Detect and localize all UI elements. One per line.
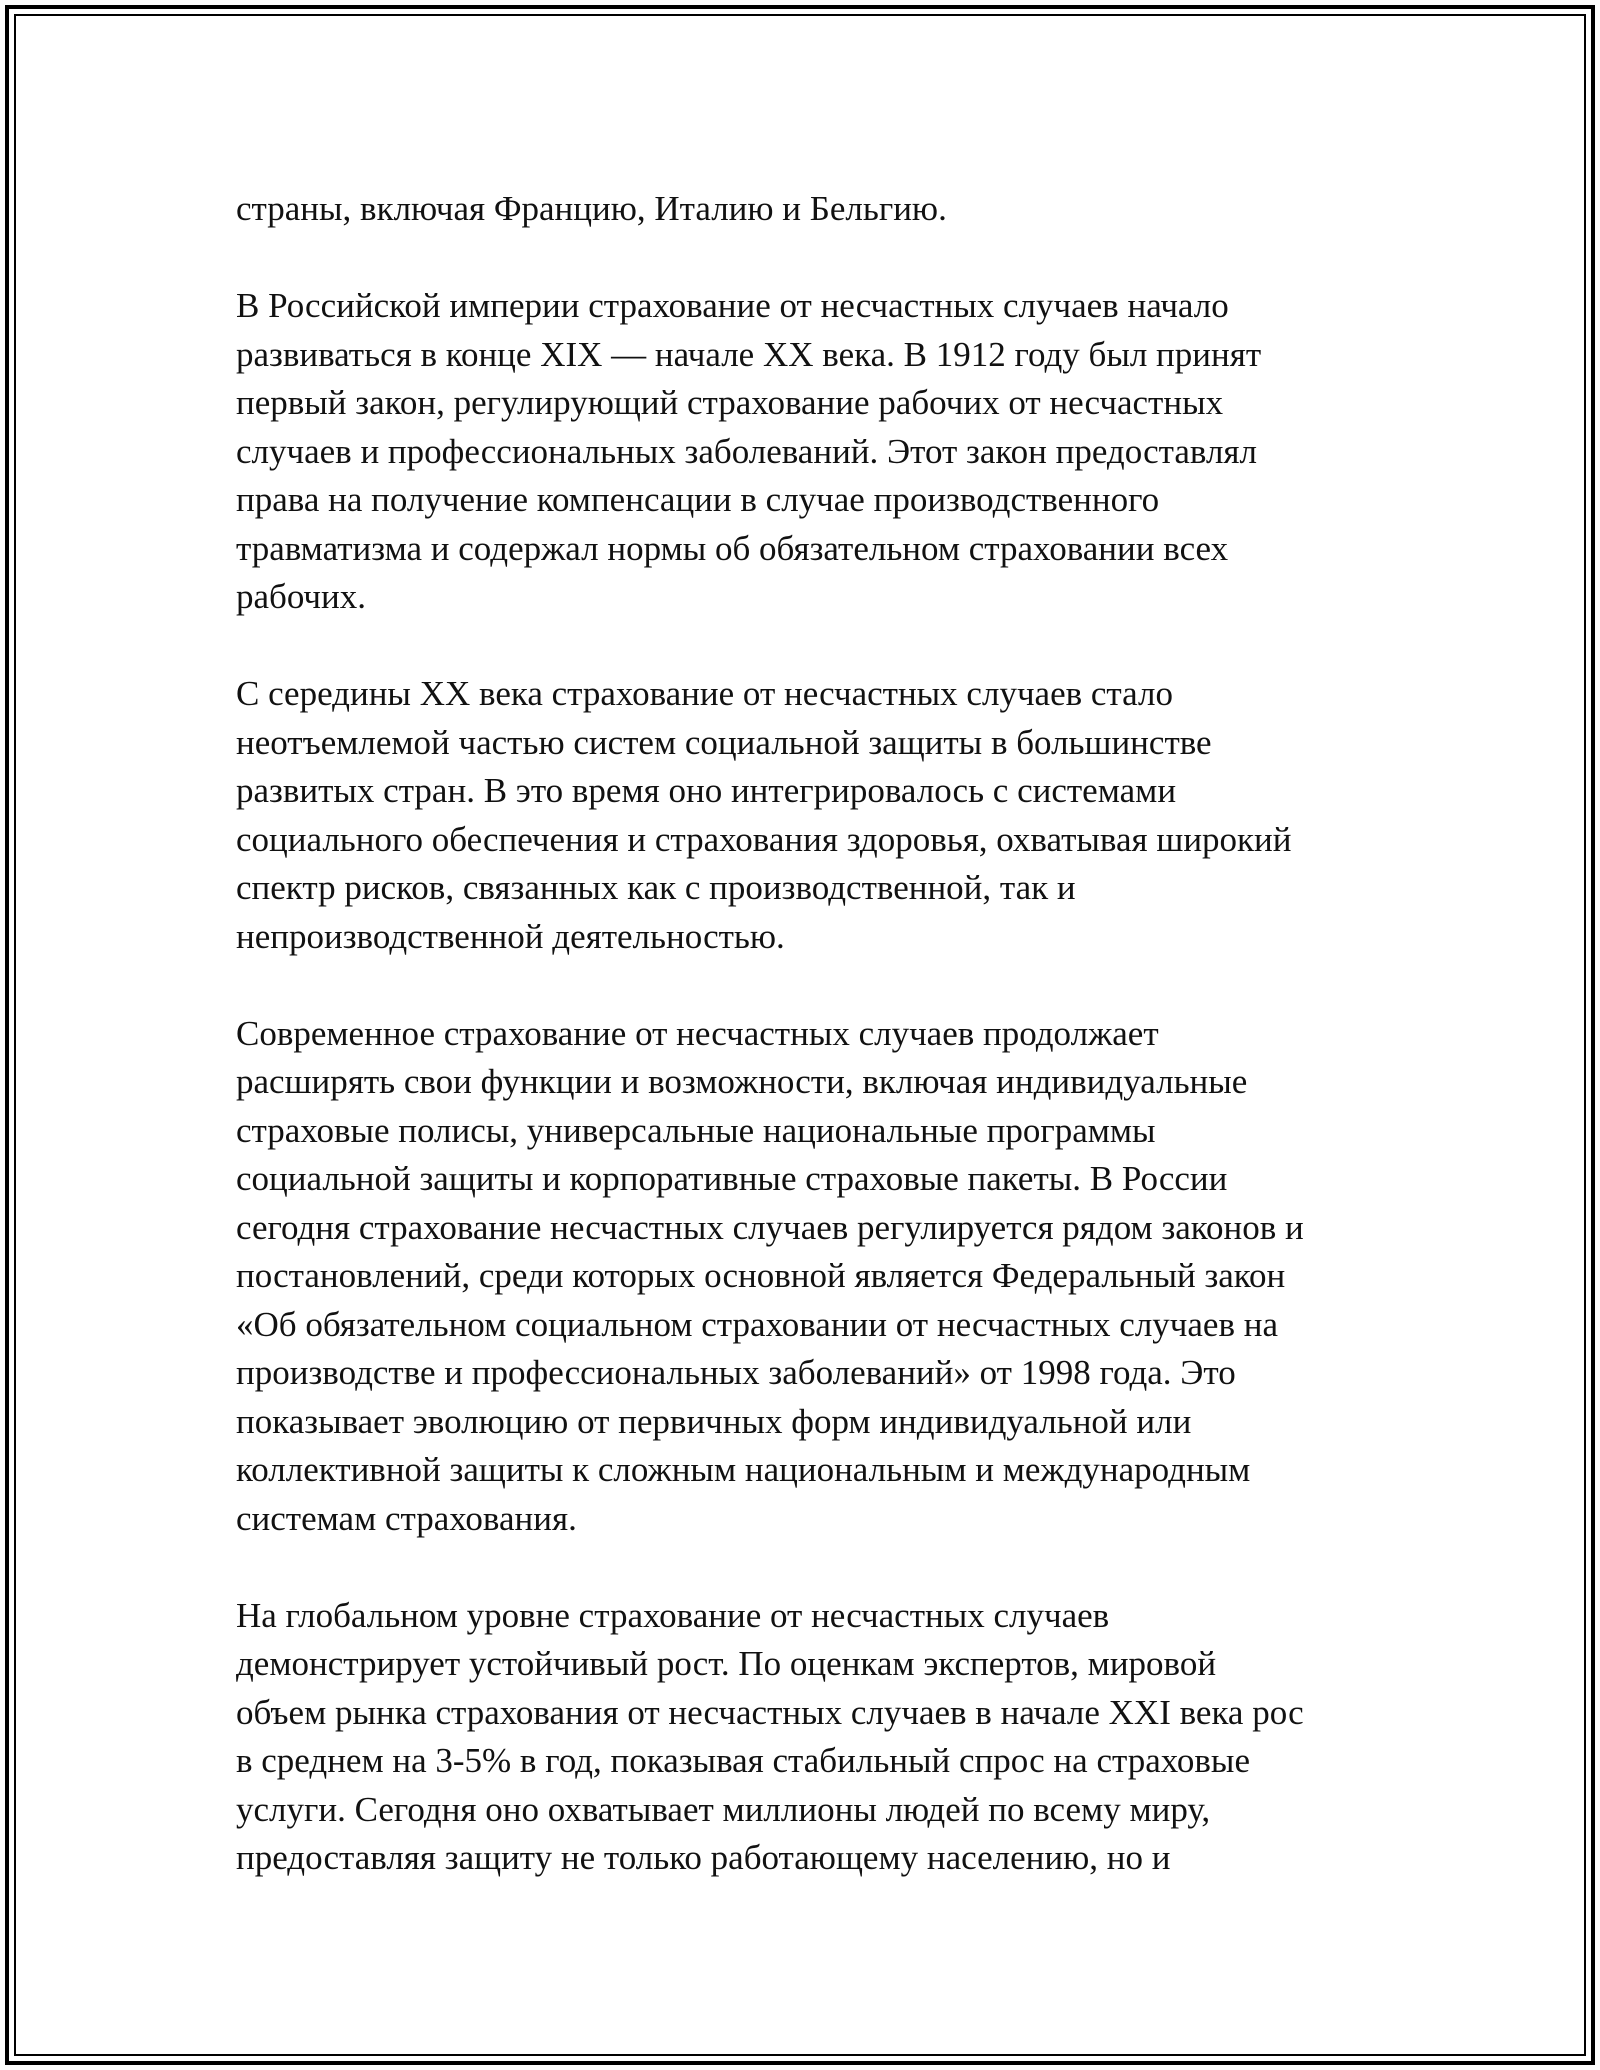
text-line: страховые полисы, универсальные национальные программы xyxy=(236,1110,1156,1150)
text-line: права на получение компенсации в случае производственного xyxy=(236,480,1160,519)
text-line: коллективной защиты к сложным национальным и международным xyxy=(236,1450,1251,1489)
text-line: первый закон, регулирующий страхование рабочих от несчастных xyxy=(236,383,1224,422)
paragraph-4 xyxy=(236,1010,1386,1544)
text-line: социального обеспечения и страхования здоровья, охватывая широкий xyxy=(236,819,1292,859)
text-line: развитых стран. В это время оно интегрировалось с системами xyxy=(236,771,1177,810)
paragraph-2 xyxy=(236,282,1386,622)
text-line: С середины XX века страхование от несчастных случаев стало xyxy=(236,674,1173,713)
text-line: На глобальном уровне страхование от несчастных случаев xyxy=(236,1595,1110,1635)
text-line: демонстрирует устойчивый рост. По оценкам экспертов, мировой xyxy=(236,1644,1217,1683)
text-line: В Российской империи страхование от несчастных случаев начало xyxy=(236,286,1229,325)
text-line: показывает эволюцию от первичных форм индивидуальной или xyxy=(236,1401,1192,1441)
text-line: системам страхования. xyxy=(236,1498,577,1538)
text-line: «Об обязательном социальном страховании от несчастных случаев на xyxy=(236,1304,1279,1344)
text-line: развиваться в конце XIX — начале XX века. В 1912 году был принят xyxy=(236,334,1262,374)
text-line: постановлений, среди которых основной является Федеральный закон xyxy=(236,1256,1286,1295)
text-line: Современное страхование от несчастных случаев продолжает xyxy=(236,1013,1159,1053)
text-line: в среднем на 3-5% в год, показывая стабильный спрос на страховые xyxy=(236,1741,1250,1780)
paragraph-3 xyxy=(236,670,1386,961)
text-line: сегодня страхование несчастных случаев регулируется рядом законов и xyxy=(236,1207,1304,1247)
text-line: объем рынка страхования от несчастных случаев в начале XXI века рос xyxy=(236,1692,1304,1732)
text-line: производстве и профессиональных заболеваний» от 1998 года. Это xyxy=(236,1353,1236,1392)
text-line: неотъемлемой частью систем социальной защиты в большинстве xyxy=(236,722,1212,762)
text-line: случаев и профессиональных заболеваний. Этот закон предоставлял xyxy=(236,431,1257,471)
text-line: социальной защиты и корпоративные страховые пакеты. В России xyxy=(236,1159,1228,1198)
text-line: страны, включая Францию, Италию и Бельгию. xyxy=(236,189,947,228)
paragraph-5 xyxy=(236,1592,1386,1883)
text-line: предоставляя защиту не только работающему населению, но и xyxy=(236,1838,1171,1877)
text-line: услуги. Сегодня оно охватывает миллионы людей по всему миру, xyxy=(236,1789,1211,1829)
text-line: рабочих. xyxy=(236,577,367,616)
paragraph-1 xyxy=(236,185,1386,234)
text-line: спектр рисков, связанных как с производственной, так и xyxy=(236,868,1076,907)
document-body xyxy=(236,185,1386,1931)
text-line: непроизводственной деятельностью. xyxy=(236,916,785,956)
text-line: расширять свои функции и возможности, включая индивидуальные xyxy=(236,1062,1248,1101)
text-line: травматизма и содержал нормы об обязательном страховании всех xyxy=(236,528,1229,568)
